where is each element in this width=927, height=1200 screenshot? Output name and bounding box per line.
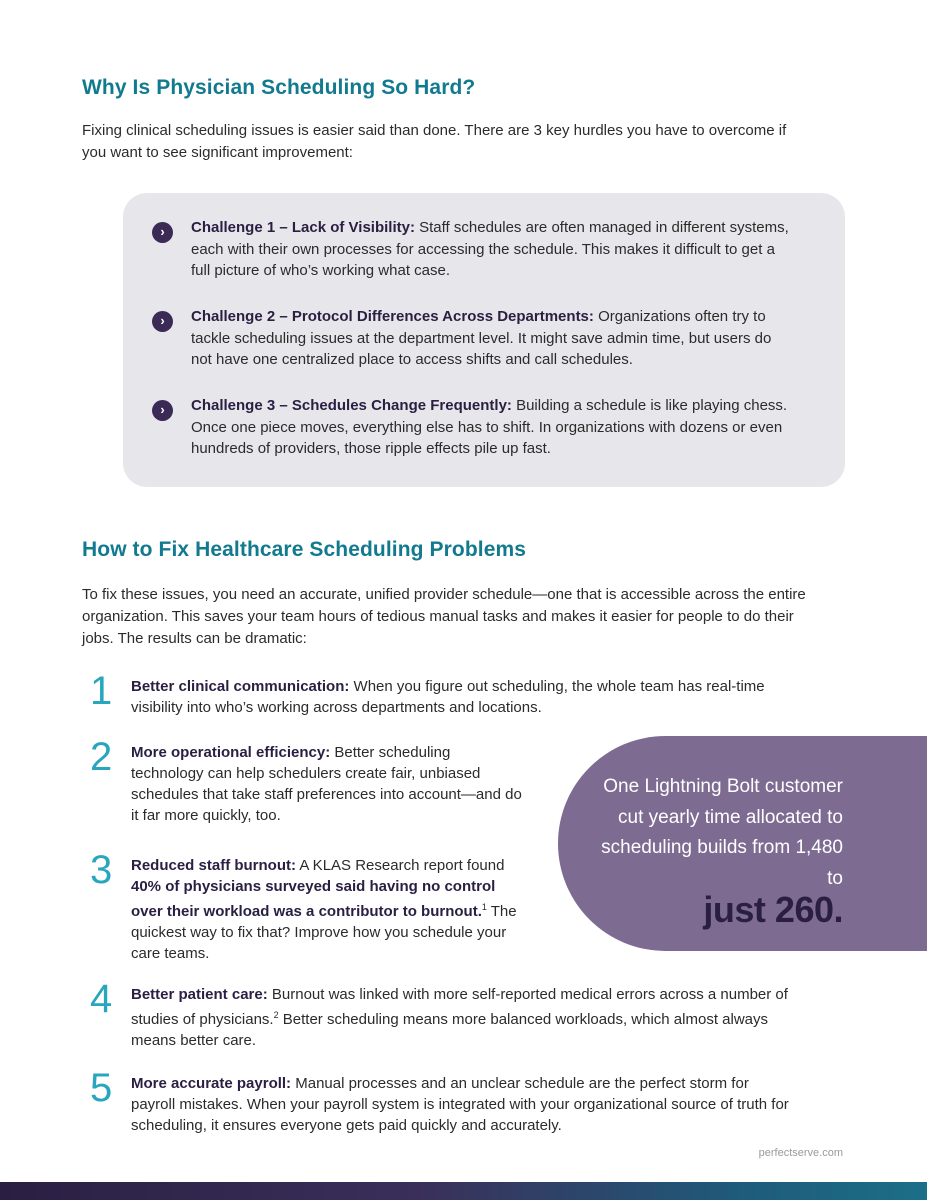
footnote-ref: 2 [273, 1010, 279, 1020]
item-title: Reduced staff burnout: [131, 857, 296, 874]
challenges-box [123, 193, 845, 487]
item-body: When you figure out scheduling, the whole team has real-time visibility into who’s working across departments and locations. [131, 678, 765, 716]
callout-highlight: just 260. [703, 889, 843, 930]
challenge-title: Challenge 2 – Protocol Differences Across Departments: [191, 308, 594, 325]
section-heading-how: How to Fix Healthcare Scheduling Problems [82, 538, 527, 561]
list-item [90, 1066, 790, 1136]
list-item [90, 735, 530, 826]
section-intro-how: To fix these issues, you need an accurate, unified provider schedule—one that is accessible across the entire organization. This saves your team hours of tedious manual tasks and makes it easier for people to do their jobs. The results can be dramatic: [82, 586, 806, 647]
item-bold-stat: 40% of physicians surveyed said having no control over their workload was a contributor to burnout. [131, 878, 496, 920]
footnote-ref: 1 [481, 902, 487, 912]
chevron-right-icon: › [152, 222, 173, 243]
item-body: The quickest way to fix that? Improve how you schedule your care teams. [131, 903, 517, 962]
item-title: Better clinical communication: [131, 678, 350, 695]
challenge-body: Organizations often try to tackle scheduling issues at the department level. It might save admin time, but users do not have one centralized place to access shifts and call schedules. [191, 308, 772, 368]
chevron-right-icon: › [152, 400, 173, 421]
challenge-title: Challenge 1 – Lack of Visibility: [191, 219, 415, 236]
item-number: 2 [90, 735, 113, 779]
section-intro-why: Fixing clinical scheduling issues is easier said than done. There are 3 key hurdles you have to overcome if you want to see significant improvement: [82, 122, 787, 161]
footer-bar [0, 1182, 927, 1200]
item-body: A KLAS Research report found [296, 857, 505, 874]
item-body: Burnout was linked with more self-reported medical errors across a number of studies of physicians. [131, 986, 788, 1028]
challenge-item [155, 395, 795, 460]
challenge-item [155, 217, 795, 282]
challenge-body: Building a schedule is like playing chess. Once one piece moves, everything else has to shift. In organizations with dozens or even hundreds of providers, those ripple effects pile up fast. [191, 397, 788, 457]
item-title: More accurate payroll: [131, 1075, 292, 1092]
challenge-title: Challenge 3 – Schedules Change Frequently: [191, 397, 512, 414]
list-item [90, 669, 790, 718]
chevron-right-icon: › [152, 311, 173, 332]
callout-text: One Lightning Bolt customer cut yearly time allocated to scheduling builds from 1,480 to [601, 776, 843, 889]
list-item [90, 848, 530, 964]
item-body: Better scheduling means more balanced workloads, which almost always means better care. [131, 1011, 768, 1049]
challenge-item [155, 306, 795, 371]
stat-callout [558, 736, 927, 951]
section-heading-why: Why Is Physician Scheduling So Hard? [82, 76, 476, 99]
item-number: 4 [90, 977, 113, 1021]
item-body: Better scheduling technology can help schedulers create fair, unbiased schedules that take staff preferences into account—and do it far more quickly, too. [131, 744, 522, 824]
item-title: Better patient care: [131, 986, 268, 1003]
list-item [90, 977, 790, 1051]
item-number: 3 [90, 848, 113, 892]
footer-url: perfectserve.com [758, 1147, 843, 1159]
item-title: More operational efficiency: [131, 744, 331, 761]
item-number: 1 [90, 669, 113, 713]
challenge-body: Staff schedules are often managed in different systems, each with their own processes for accessing the schedule. This makes it difficult to get a full picture of who’s working what case. [191, 219, 789, 279]
item-body: Manual processes and an unclear schedule are the perfect storm for payroll mistakes. When your payroll system is integrated with your organizational source of truth for scheduling, it ensures everyone gets paid quickly and accurately. [131, 1075, 789, 1134]
item-number: 5 [90, 1066, 113, 1110]
